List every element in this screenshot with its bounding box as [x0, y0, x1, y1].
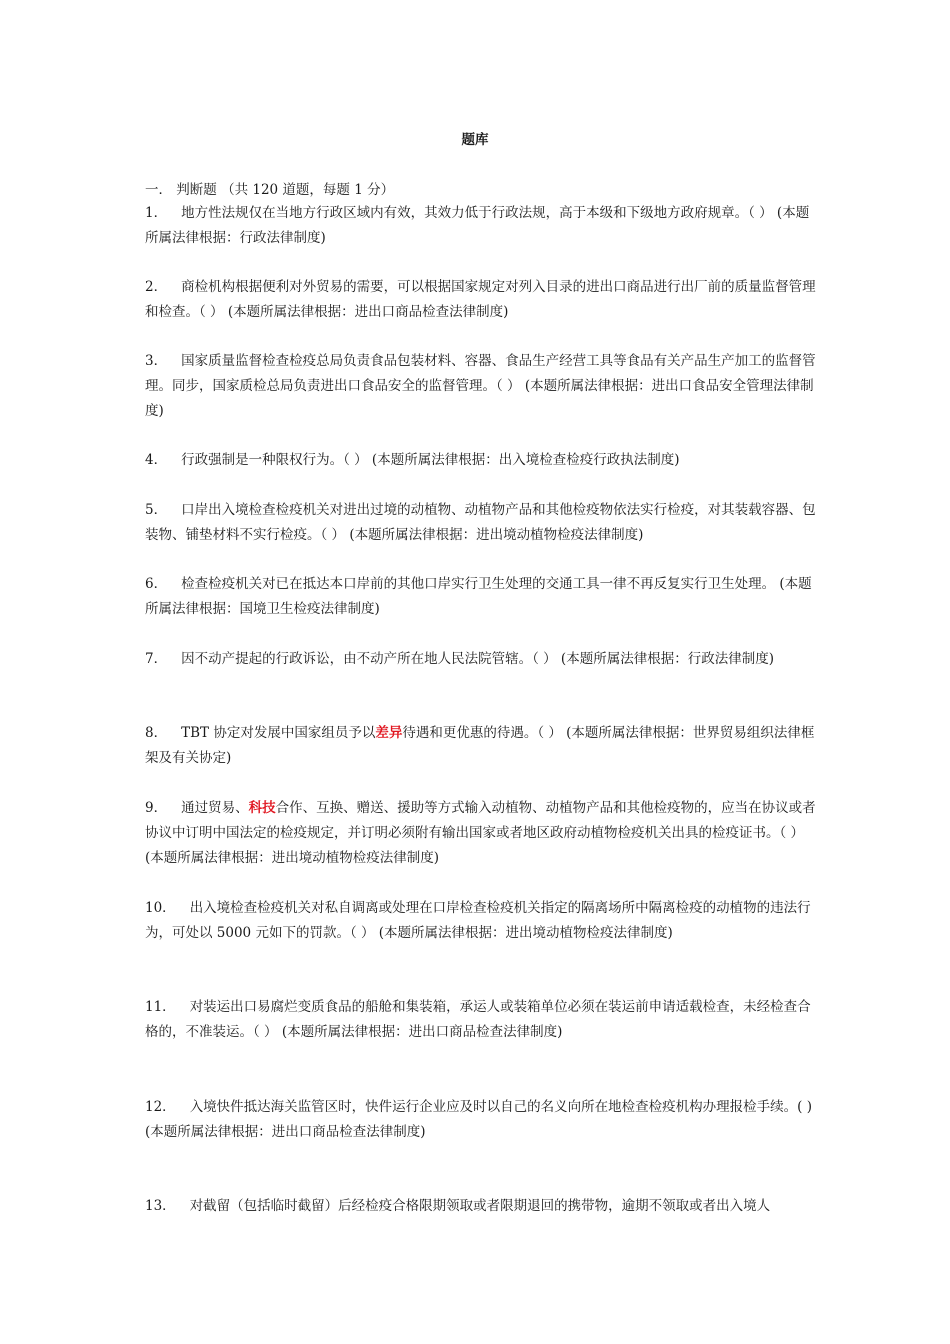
question-2: [145, 275, 817, 325]
question-text: 检查检疫机关对已在抵达本口岸前的其他口岸实行卫生处理的交通工具一律不再反复实行卫生处理。 (本题所属法律根据：国境卫生检疫法律制度): [145, 576, 812, 617]
question-3: [145, 349, 817, 424]
question-9: [145, 796, 817, 871]
question-8: [145, 721, 817, 771]
question-text: 对装运出口易腐烂变质食品的船舱和集装箱，承运人或装箱单位必须在装运前申请适载检查，未经检查合格的，不准装运。（ ） (本题所属法律根据：进出口商品检查法律制度): [145, 999, 811, 1040]
question-text: 地方性法规仅在当地方行政区域内有效，其效力低于行政法规，高于本级和下级地方政府规章。（ ） (本题所属法律根据：行政法律制度): [145, 205, 810, 246]
question-number: 12．: [145, 1099, 176, 1115]
question-number: 3．: [145, 353, 168, 369]
question-text: 国家质量监督检查检疫总局负责食品包装材料、容器、食品生产经营工具等食品有关产品生产加工的监督管理。同步，国家质检总局负责进出口食品安全的监督管理。（ ） (本题所属法律根据：进出口食品安全管理法律制度): [145, 353, 816, 419]
question-text-pre: 通过贸易、: [181, 800, 249, 816]
question-10: [145, 896, 817, 946]
question-number: 6．: [145, 576, 168, 592]
question-number: 7．: [145, 651, 168, 667]
question-7: [145, 647, 817, 672]
highlighted-term: 科技: [248, 800, 276, 816]
question-text: 行政强制是一种限权行为。（ ） (本题所属法律根据：出入境检查检疫行政执法制度): [181, 452, 680, 468]
question-number: 10．: [145, 900, 176, 916]
question-text: 入境快件抵达海关监管区时，快件运行企业应及时以自己的名义向所在地检查检疫机构办理报检手续。( ) (本题所属法律根据：进出口商品检查法律制度): [145, 1099, 813, 1140]
question-text: 口岸出入境检查检疫机关对进出过境的动植物、动植物产品和其他检疫物依法实行检疫，对其装载容器、包装物、铺垫材料不实行检疫。（ ） (本题所属法律根据：进出境动植物检疫法律制度): [145, 502, 816, 543]
section-heading: 一． 判断题 （共 120 道题，每题 1 分）: [145, 182, 395, 198]
question-number: 11．: [145, 999, 176, 1015]
question-number: 1．: [145, 205, 168, 221]
question-12: [145, 1095, 817, 1145]
question-number: 2．: [145, 279, 168, 295]
question-6: [145, 572, 817, 622]
question-text-post: 合作、互换、赠送、援助等方式输入动植物、动植物产品和其他检疫物的，应当在协议或者协议中订明中国法定的检疫规定，并订明必须附有输出国家或者地区政府动植物检疫机关出具的检疫证书。（ ） (本题所属法律根据：进出境动植物检疫法律制度): [145, 800, 816, 866]
question-11: [145, 995, 817, 1045]
question-text-post: 待遇和更优惠的待遇。（ ） (本题所属法律根据：世界贸易组织法律框架及有关协定): [145, 725, 815, 766]
page-title: 题库: [461, 132, 489, 148]
question-text-pre: TBT 协定对发展中国家组员予以: [181, 725, 376, 741]
question-text: 因不动产提起的行政诉讼，由不动产所在地人民法院管辖。（ ） (本题所属法律根据：行政法律制度): [181, 651, 774, 667]
question-13: [145, 1194, 817, 1219]
question-number: 8．: [145, 725, 168, 741]
highlighted-term: 差异: [375, 725, 403, 741]
question-text: 商检机构根据便利对外贸易的需要，可以根据国家规定对列入目录的进出口商品进行出厂前的质量监督管理和检查。（ ） (本题所属法律根据：进出口商品检查法律制度): [145, 279, 816, 320]
question-5: [145, 498, 817, 548]
question-text: 出入境检查检疫机关对私自调离或处理在口岸检查检疫机关指定的隔离场所中隔离检疫的动植物的违法行为，可处以 5000 元如下的罚款。（ ） (本题所属法律根据：进出境动植物检疫法律制度): [145, 900, 811, 941]
question-number: 13．: [145, 1198, 176, 1214]
question-4: [145, 448, 817, 473]
question-1: [145, 201, 817, 251]
question-number: 4．: [145, 452, 168, 468]
question-number: 9．: [145, 800, 168, 816]
question-text: 对截留（包括临时截留）后经检疫合格限期领取或者限期退回的携带物，逾期不领取或者出入境人: [189, 1198, 771, 1214]
question-number: 5．: [145, 502, 168, 518]
